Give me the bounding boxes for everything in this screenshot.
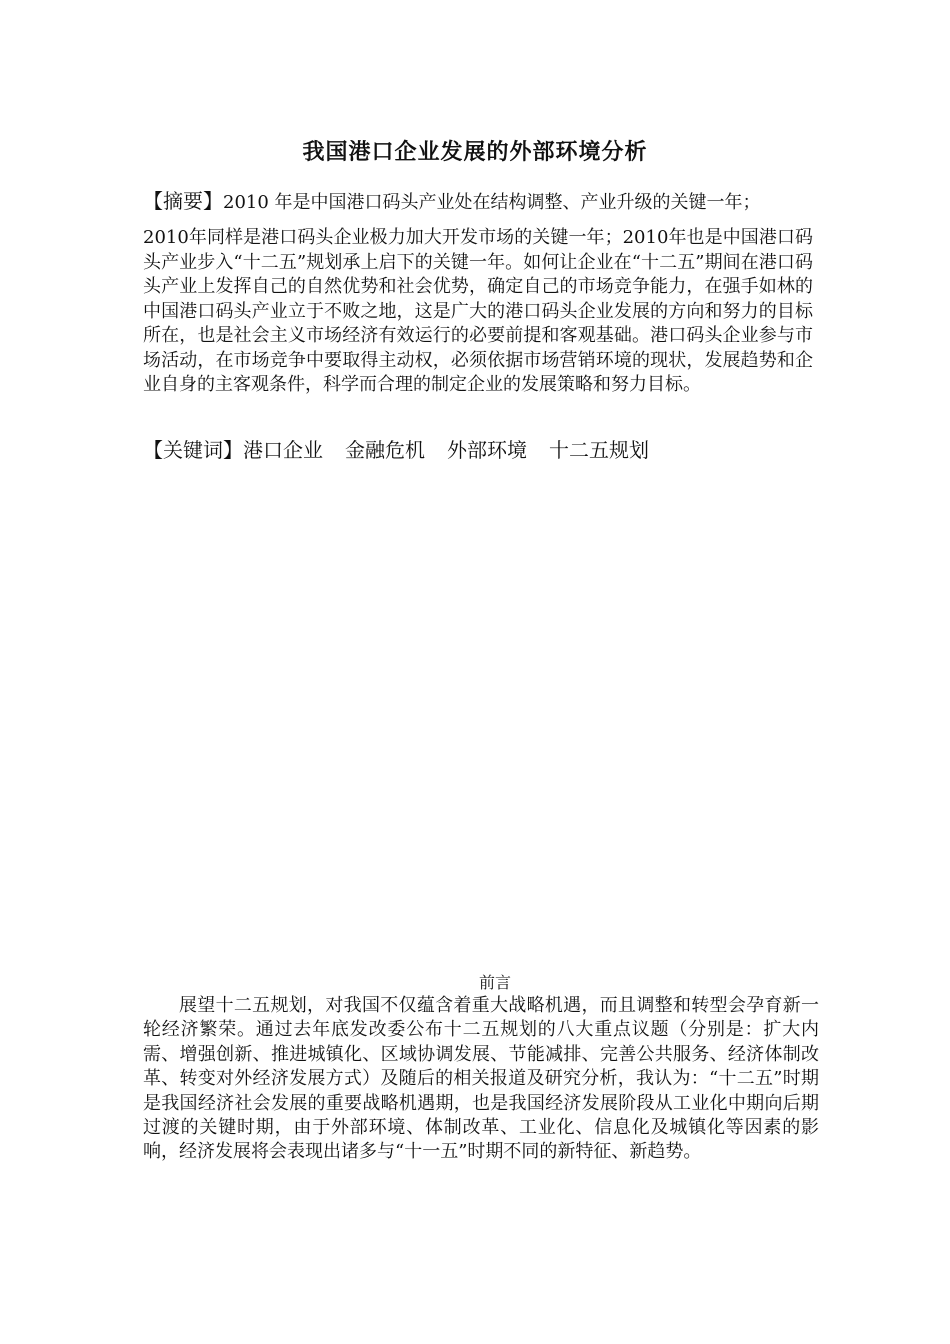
abstract-first-text: 2010 年是中国港口码头产业处在结构调整、产业升级的关键一年；	[223, 192, 761, 213]
keyword-item: 十二五规划	[549, 438, 649, 462]
keywords-line	[143, 436, 823, 464]
abstract-body: 2010年同样是港口码头企业极力加大开发市场的关键一年；2010年也是中国港口码头产业步入“十二五”规划承上启下的关键一年。如何让企业在“十二五”期间在港口码头产业上发挥自己的自然优势和社会优势，确定自己的市场竞争能力，在强手如林的中国港口码头产业立于不败之地，这是广大的港口码头企业发展的方向和努力的目标所在，也是社会主义市场经济有效运行的必要前提和客观基础。港口码头企业参与市场活动，在市场竞争中要取得主动权，必须依据市场营销环境的现状，发展趋势和企业自身的主客观条件，科学而合理的制定企业的发展策略和努力目标。	[143, 227, 813, 395]
abstract-label: 【摘要】	[143, 189, 223, 213]
keywords-label: 【关键词】	[143, 438, 243, 462]
preface-body: 展望十二五规划，对我国不仅蕴含着重大战略机遇，而且调整和转型会孕育新一轮经济繁荣。通过去年底发改委公布十二五规划的八大重点议题（分别是：扩大内需、增强创新、推进城镇化、区域协调发展、节能减排、完善公共服务、经济体制改革、转变对外经济发展方式）及随后的相关报道及研究分析，我认为：“十二五”时期是我国经济社会发展的重要战略机遇期，也是我国经济发展阶段从工业化中期向后期过渡的关键时期，由于外部环境、体制改革、工业化、信息化及城镇化等因素的影响，经济发展将会表现出诸多与“十一五”时期不同的新特征、新趋势。	[143, 995, 819, 1163]
abstract-first-line	[143, 187, 823, 217]
keyword-item: 港口企业	[243, 438, 323, 462]
preface-title: 前言	[478, 973, 511, 992]
document-title: 我国港口企业发展的外部环境分析	[302, 140, 648, 165]
keyword-item: 金融危机	[345, 438, 425, 462]
keyword-item: 外部环境	[447, 438, 527, 462]
